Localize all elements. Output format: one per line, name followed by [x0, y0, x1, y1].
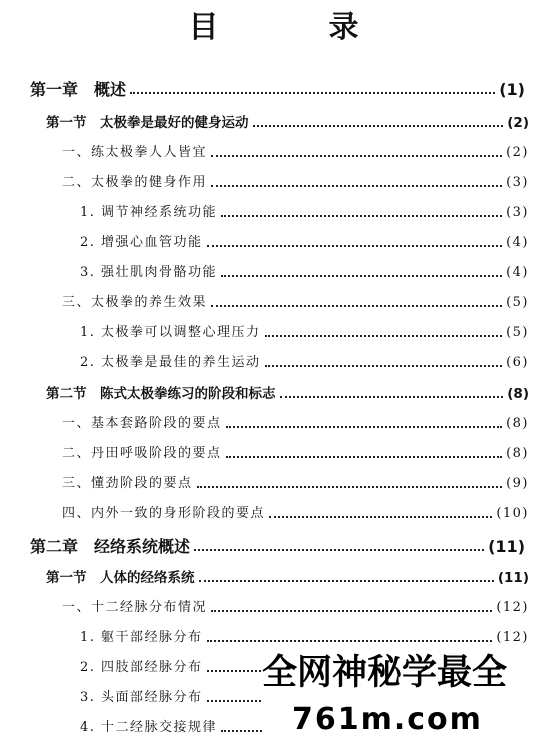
dot-leader [221, 275, 502, 277]
toc-entry-label: 3. 强壮肌肉骨骼功能 [80, 265, 218, 280]
toc-entry[interactable] [62, 412, 529, 436]
dot-leader [211, 185, 502, 187]
toc-entry[interactable] [62, 472, 529, 496]
toc-entry[interactable] [80, 626, 529, 650]
toc-entry-page: (11) [488, 537, 525, 556]
dot-leader [269, 516, 492, 518]
toc-entry[interactable] [80, 231, 529, 255]
dot-leader [221, 215, 502, 217]
dot-leader [197, 486, 503, 488]
toc-entry-page: (2) [507, 115, 529, 131]
toc-entry-label: 第一章 概述 [30, 80, 127, 99]
toc-entry-page: (10) [496, 506, 529, 521]
toc-entry-label: 2. 太极拳是最佳的养生运动 [80, 355, 261, 370]
toc-entry-label: 第二节 陈式太极拳练习的阶段和标志 [46, 386, 276, 402]
toc-entry[interactable] [62, 596, 529, 620]
dot-leader [226, 426, 503, 428]
dot-leader [226, 456, 503, 458]
toc-entry[interactable] [30, 78, 525, 102]
toc-entry-page: (5) [506, 295, 529, 310]
watermark-url: 761m.com [292, 702, 483, 737]
toc-entry-page: (3) [506, 205, 529, 220]
toc-entry-label: 三、懂劲阶段的要点 [62, 476, 193, 491]
dot-leader [280, 396, 504, 398]
toc-entry-page: (5) [506, 325, 529, 340]
toc-entry[interactable] [80, 321, 529, 345]
toc-entry-page: (4) [506, 235, 529, 250]
dot-leader [211, 155, 502, 157]
toc-entry-label: 一、十二经脉分布情况 [62, 600, 208, 615]
dot-leader [211, 610, 492, 612]
toc-entry-label: 一、练太极拳人人皆宜 [62, 145, 208, 160]
dot-leader [130, 92, 495, 94]
dot-leader [194, 549, 484, 551]
toc-entry-label: 第一节 太极拳是最好的健身运动 [46, 115, 249, 131]
toc-entry[interactable] [62, 171, 529, 195]
page-title: 目 录 [188, 10, 399, 45]
toc-entry[interactable] [46, 111, 529, 135]
dot-leader [265, 365, 503, 367]
toc-entry-label: 1. 太极拳可以调整心理压力 [80, 325, 261, 340]
dot-leader [207, 640, 493, 642]
toc-entry-label: 三、太极拳的养生效果 [62, 295, 208, 310]
toc-entry-page: (2) [506, 145, 529, 160]
toc-entry-label: 2. 四肢部经脉分布 [80, 660, 203, 675]
toc-entry-label: 2. 增强心血管功能 [80, 235, 203, 250]
toc-entry[interactable] [80, 261, 529, 285]
toc-entry[interactable] [62, 141, 529, 165]
dot-leader [207, 245, 503, 247]
toc-entry-page: (12) [496, 630, 529, 645]
toc-entry-label: 一、基本套路阶段的要点 [62, 416, 222, 431]
toc-entry[interactable] [46, 382, 529, 406]
toc-entry[interactable] [62, 291, 529, 315]
toc-entry-label: 4. 十二经脉交接规律 [80, 720, 218, 735]
toc-entry-page: (8) [506, 446, 529, 461]
toc-entry-label: 1. 躯干部经脉分布 [80, 630, 203, 645]
toc-entry-page: (6) [506, 355, 529, 370]
dot-leader [253, 125, 504, 127]
dot-leader [265, 335, 503, 337]
toc-entry-page: (1) [499, 80, 525, 99]
toc-entry-page: (8) [506, 416, 529, 431]
toc-entry-label: 1. 调节神经系统功能 [80, 205, 218, 220]
dot-leader [211, 305, 502, 307]
toc-entry-label: 3. 头面部经脉分布 [80, 690, 203, 705]
toc-entry-page: (12) [496, 600, 529, 615]
toc-entry[interactable] [80, 201, 529, 225]
watermark-text: 全网神秘学最全 [262, 653, 508, 693]
toc-entry-label: 二、丹田呼吸阶段的要点 [62, 446, 222, 461]
toc-entry-label: 第一节 人体的经络系统 [46, 570, 195, 586]
toc-entry-page: (4) [506, 265, 529, 280]
toc-entry-label: 二、太极拳的健身作用 [62, 175, 208, 190]
watermark [262, 648, 547, 751]
toc-entry[interactable] [80, 351, 529, 375]
toc-entry-page: (3) [506, 175, 529, 190]
toc-entry-label: 四、内外一致的身形阶段的要点 [62, 506, 266, 521]
toc-entry[interactable] [30, 535, 525, 559]
toc-entry[interactable] [46, 566, 529, 590]
toc-entry-page: (9) [506, 476, 529, 491]
toc-entry-page: (11) [497, 570, 529, 586]
toc-entry-page: (8) [507, 386, 529, 402]
toc-entry[interactable] [62, 502, 529, 526]
dot-leader [199, 580, 494, 582]
toc-entry-label: 第二章 经络系统概述 [30, 537, 191, 556]
toc-entry[interactable] [62, 442, 529, 466]
